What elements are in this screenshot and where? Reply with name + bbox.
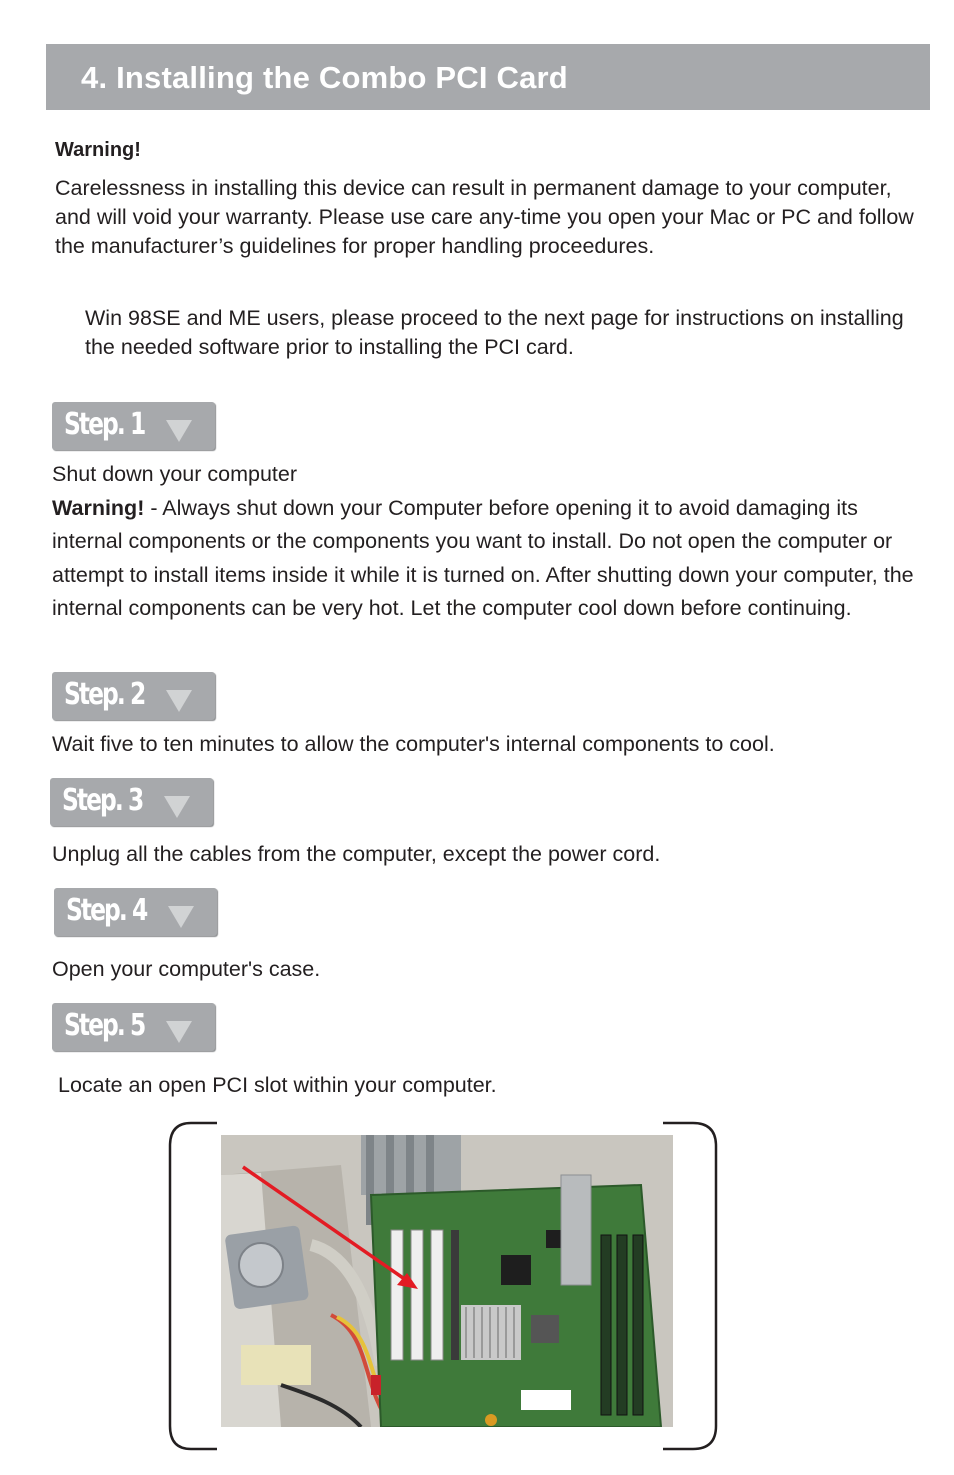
step-2-badge (52, 672, 215, 720)
step-1-body (52, 492, 922, 626)
warning-text: Carelessness in installing this device can result in permanent damage to your computer, and will void your warranty. Please use care any-time you open your Mac or PC and follow the manufacturer’s guidelines for proper handling proceedures. (55, 176, 914, 258)
step-1-title: Shut down your computer (52, 462, 297, 486)
step-1-warning-label: Warning! (52, 495, 145, 520)
step-4-badge (54, 888, 217, 936)
triangle-down-icon (168, 906, 194, 928)
triangle-down-icon (166, 420, 192, 442)
step-1-badge (52, 402, 215, 450)
section-header (46, 44, 930, 110)
step-3-label: Step. 3 (62, 783, 143, 818)
windows-note: Win 98SE and ME users, please proceed to the next page for instructions on installing the needed software prior to installing the PCI card. (85, 306, 904, 359)
step-3-badge (50, 778, 213, 826)
step-5-text: Locate an open PCI slot within your computer. (58, 1073, 497, 1097)
step-5-badge (52, 1003, 215, 1051)
step-1-content (52, 458, 922, 626)
warning-title: Warning! (55, 139, 141, 161)
step-1-label: Step. 1 (64, 407, 145, 442)
pci-slot-photo (221, 1135, 673, 1427)
step-2-label: Step. 2 (64, 677, 145, 712)
triangle-down-icon (164, 796, 190, 818)
triangle-down-icon (166, 690, 192, 712)
triangle-down-icon (166, 1021, 192, 1043)
step-3-text: Unplug all the cables from the computer, except the power cord. (52, 842, 661, 866)
section-title: 4. Installing the Combo PCI Card (81, 60, 568, 95)
step-5-label: Step. 5 (64, 1008, 145, 1043)
step-2-text: Wait five to ten minutes to allow the computer's internal components to cool. (52, 732, 775, 756)
step-1-text: - Always shut down your Computer before opening it to avoid damaging its internal components or the components you want to install. Do not open the computer or attempt to install items inside it while it is turned on. After shutting down your computer, the internal components can be very hot. Let the computer cool down before continuing. (52, 495, 914, 620)
step-4-text: Open your computer's case. (52, 957, 321, 981)
step-4-label: Step. 4 (66, 893, 147, 928)
